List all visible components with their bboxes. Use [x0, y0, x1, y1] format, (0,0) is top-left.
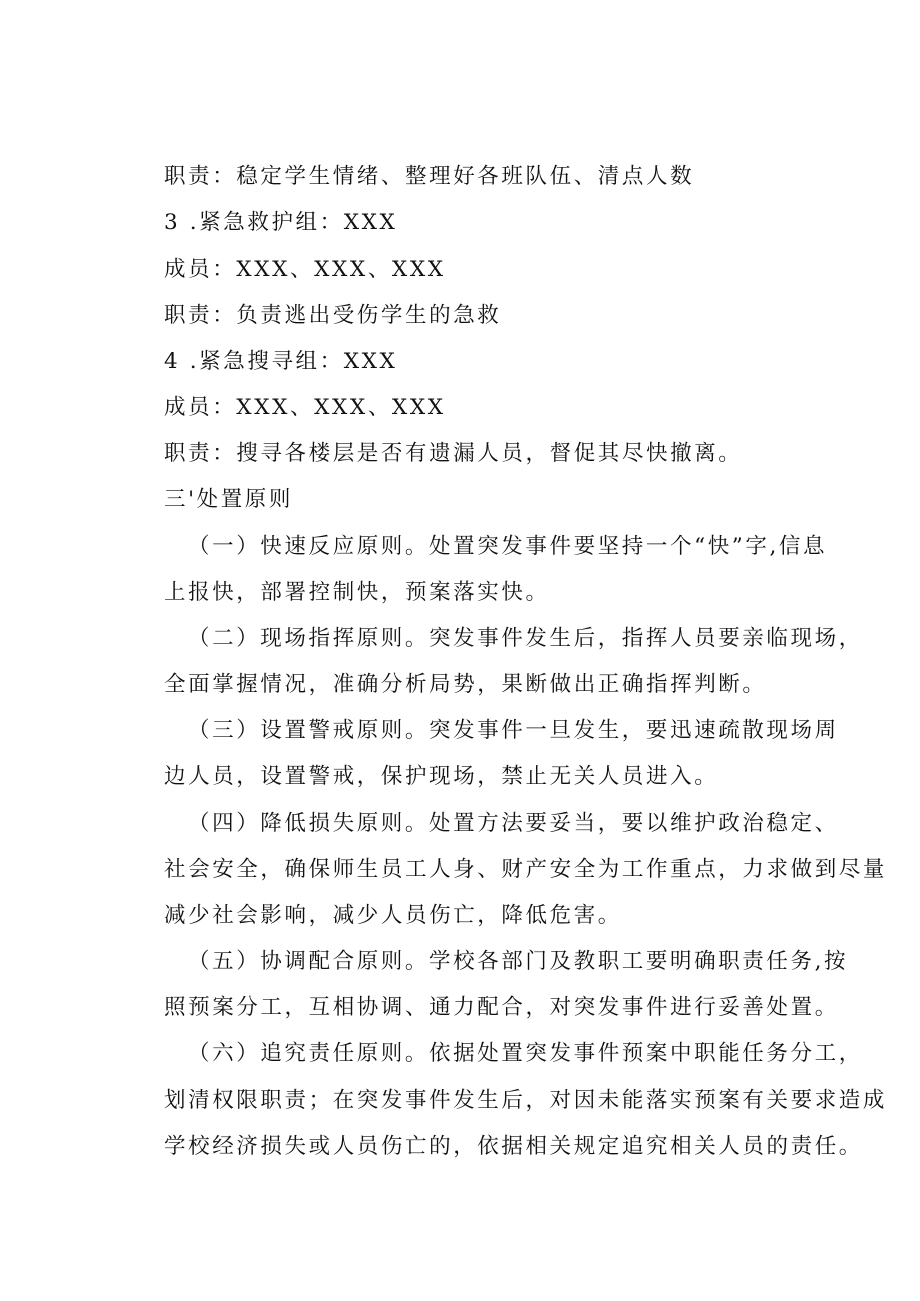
principle-3-line-2: 边人员，设置警戒，保护现场，禁止无关人员进入。 [164, 764, 719, 789]
group-heading-rescue: 3 .紧急救护组：XXX [164, 210, 398, 235]
principle-6-line-2: 划清权限职责；在突发事件发生后，对因未能落实预案有关要求造成 [164, 1088, 888, 1113]
principle-3-line-1: （三）设置警戒原则。突发事件一旦发生，要迅速疏散现场周 [188, 718, 839, 743]
principle-6-line-1: （六）追究责任原则。依据处置突发事件预案中职能任务分工， [188, 1041, 863, 1066]
principle-5-line-2: 照预案分工，互相协调、通力配合，对突发事件进行妥善处置。 [164, 995, 839, 1020]
duty-line-1: 职责：稳定学生情绪、整理好各班队伍、清点人数 [164, 164, 695, 189]
principle-4-line-1: （四）降低损失原则。处置方法要妥当，要以维护政治稳定、 [188, 811, 839, 836]
principle-4-line-2: 社会安全，确保师生员工人身、财产安全为工作重点，力求做到尽量 [164, 857, 888, 882]
principle-5-line-1: （五）协调配合原则。学校各部门及教职工要明确职责任务,按 [188, 949, 849, 974]
principle-4-line-3: 减少社会影响，减少人员伤亡，降低危害。 [164, 903, 622, 928]
duty-line-search: 职责：搜寻各楼层是否有遗漏人员，督促其尽快撤离。 [164, 441, 743, 466]
duty-line-rescue: 职责：负责逃出受伤学生的急救 [164, 303, 502, 328]
principle-1-line-2: 上报快，部署控制快，预案落实快。 [164, 580, 550, 605]
group-heading-search: 4 .紧急搜寻组：XXX [164, 349, 398, 374]
principle-2-line-1: （二）现场指挥原则。突发事件发生后，指挥人员要亲临现场， [188, 626, 863, 651]
principle-1-line-1: （一）快速反应原则。处置突发事件要坚持一个“快”字,信息 [188, 534, 828, 559]
principle-2-line-2: 全面掌握情况，准确分析局势，果断做出正确指挥判断。 [164, 672, 767, 697]
section-heading-principles: 三'处置原则 [164, 487, 294, 512]
members-line-rescue: 成员：XXX、XXX、XXX [164, 257, 446, 282]
principle-6-line-3: 学校经济损失或人员伤亡的，依据相关规定追究相关人员的责任。 [164, 1134, 863, 1159]
members-line-search: 成员：XXX、XXX、XXX [164, 395, 446, 420]
